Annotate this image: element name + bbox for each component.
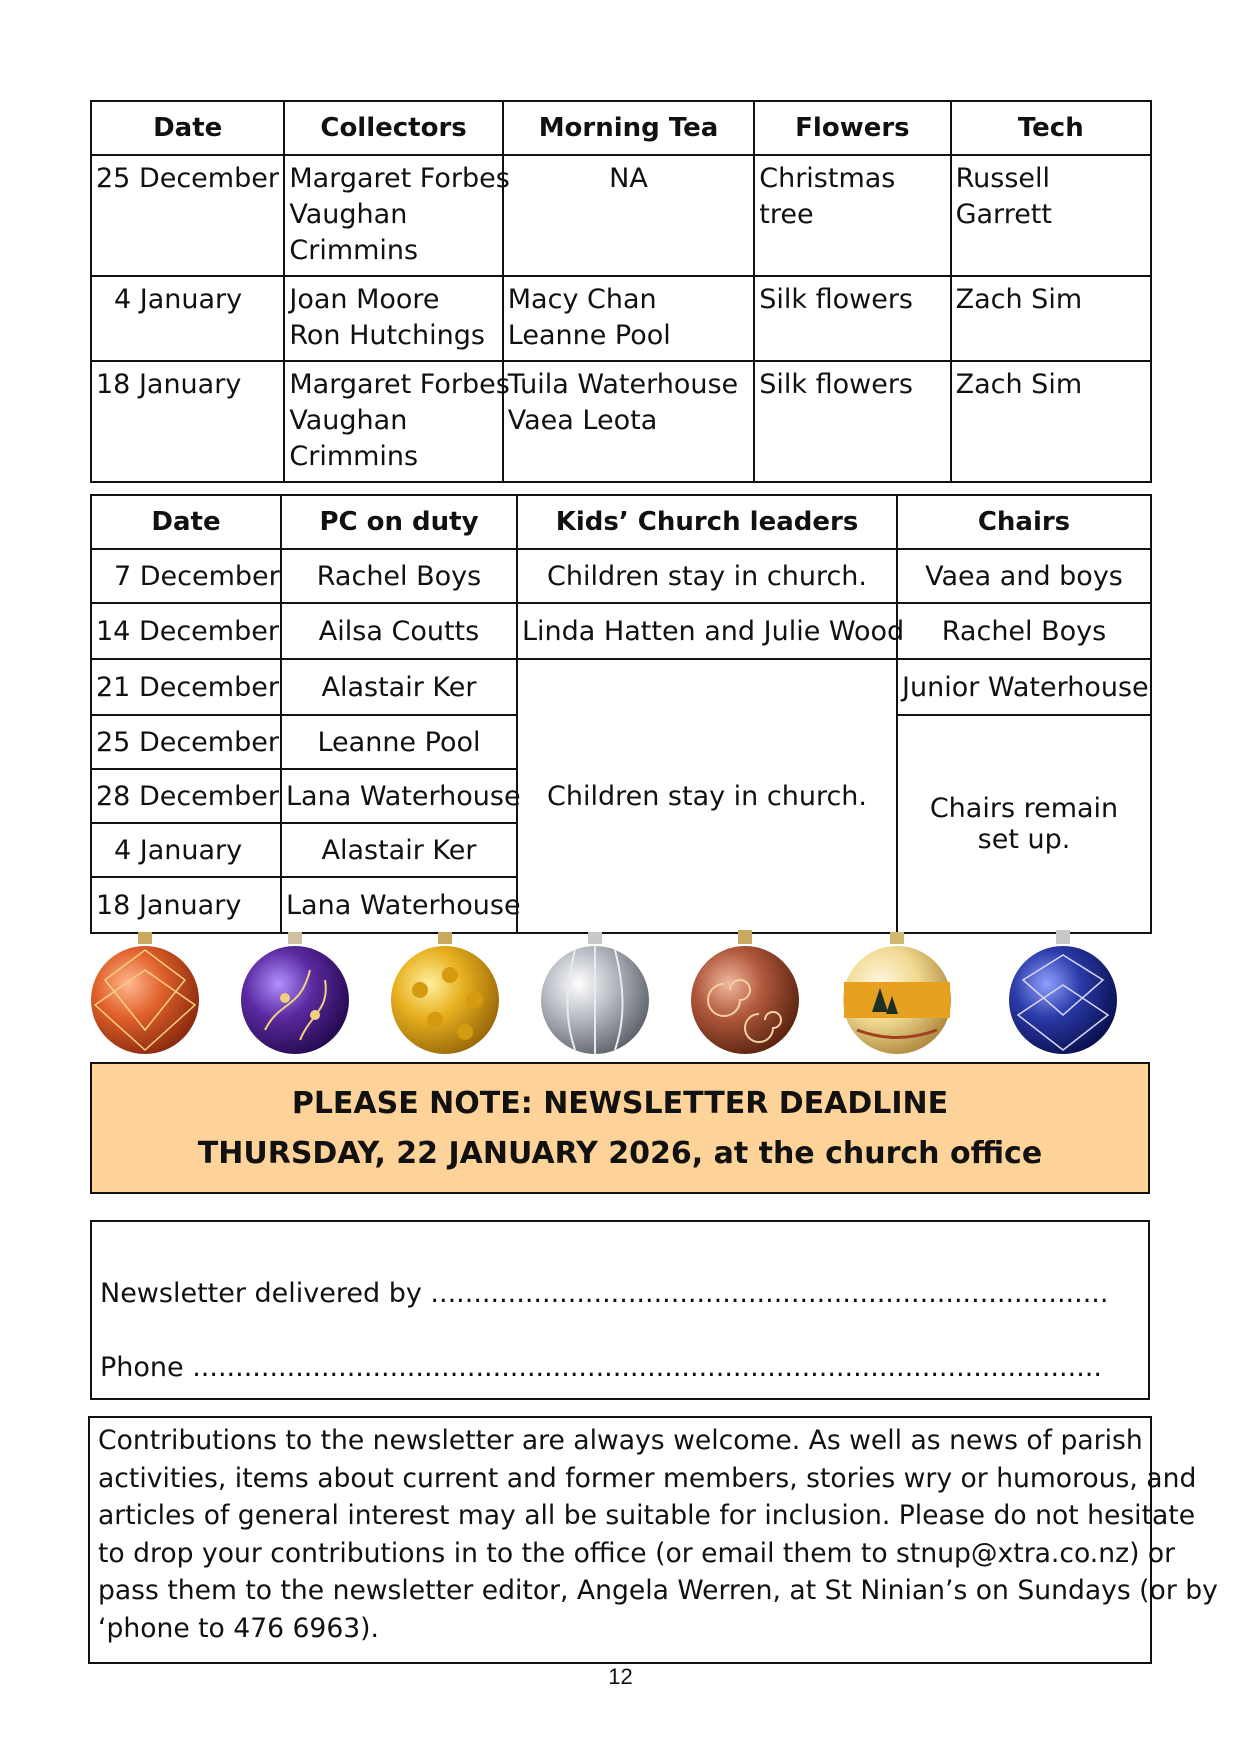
duty-pc: Rachel Boys xyxy=(281,549,517,603)
duty-kids-merged: Children stay in church. xyxy=(517,659,897,933)
table-row xyxy=(91,155,1151,276)
roster-header-row xyxy=(91,101,1151,155)
contributions-line: to drop your contributions in to the office (or email them to stnup@xtra.co.nz) or xyxy=(98,1537,1176,1569)
roster-header-collectors: Collectors xyxy=(284,101,502,155)
roster-date: 18 January xyxy=(91,361,284,482)
delivered-by-line: Newsletter delivered by ............................................................................... xyxy=(100,1278,1109,1309)
cream-tree-bauble xyxy=(842,920,952,1060)
contributions-notice xyxy=(88,1416,1218,1664)
roster-header-morning-tea: Morning Tea xyxy=(503,101,754,155)
bauble-strip xyxy=(90,920,1150,1060)
deadline-title: PLEASE NOTE: NEWSLETTER DEADLINE xyxy=(291,1086,949,1121)
duty-date: 4 January xyxy=(91,823,281,877)
duty-pc: Lana Waterhouse xyxy=(281,877,517,933)
duty-kids: Linda Hatten and Julie Wood xyxy=(517,603,897,659)
duty-date: 18 January xyxy=(91,877,281,933)
roster-flowers: Silk flowers xyxy=(754,361,950,482)
duty-chairs: Rachel Boys xyxy=(897,603,1151,659)
morning-tea-name: NA xyxy=(609,163,648,194)
delivery-box xyxy=(90,1220,1150,1400)
duty-pc: Alastair Ker xyxy=(281,823,517,877)
duty-pc: Alastair Ker xyxy=(281,659,517,715)
roster-tech: Russell Garrett xyxy=(951,155,1151,276)
duty-header-row xyxy=(91,495,1151,549)
duty-chairs-merged xyxy=(897,715,1151,933)
contributions-line: pass them to the newsletter editor, Angela Werren, at St Ninian’s on Sundays (or by xyxy=(98,1575,1218,1607)
collector-name: Crimmins xyxy=(289,235,419,266)
roster-header-tech: Tech xyxy=(951,101,1151,155)
blue-lattice-bauble xyxy=(1008,920,1118,1060)
page-number: 12 xyxy=(608,1664,633,1689)
gold-dotted-bauble xyxy=(390,920,500,1060)
table-row xyxy=(91,603,1151,659)
duty-chairs: Junior Waterhouse xyxy=(897,659,1151,715)
deadline-banner xyxy=(90,1062,1150,1194)
duty-date: 25 December xyxy=(91,715,281,769)
collector-name: Joan Moore xyxy=(289,284,440,315)
roster-flowers: Christmas tree xyxy=(754,155,950,276)
collector-name: Vaughan xyxy=(289,199,408,230)
purple-floral-bauble xyxy=(240,920,350,1060)
roster-header-date: Date xyxy=(91,101,284,155)
duty-chairs: Vaea and boys xyxy=(897,549,1151,603)
roster-date: 25 December xyxy=(91,155,284,276)
roster-tech: Zach Sim xyxy=(951,276,1151,361)
duty-date: 21 December xyxy=(91,659,281,715)
duty-date: 7 December xyxy=(91,549,281,603)
morning-tea-name: Vaea Leota xyxy=(507,405,658,436)
collector-name: Ron Hutchings xyxy=(289,320,485,351)
duty-header-chairs: Chairs xyxy=(897,495,1151,549)
deadline-date: THURSDAY, 22 JANUARY 2026, at the church office xyxy=(197,1136,1043,1171)
morning-tea-name: Macy Chan xyxy=(507,284,657,315)
collector-name: Margaret Forbes xyxy=(289,369,510,400)
table-row xyxy=(91,361,1151,482)
duty-kids: Children stay in church. xyxy=(517,549,897,603)
duty-header-kids: Kids’ Church leaders xyxy=(517,495,897,549)
roster-morning-tea xyxy=(503,155,754,276)
service-roster-table xyxy=(90,100,1152,483)
table-row xyxy=(91,276,1151,361)
collector-name: Margaret Forbes xyxy=(289,163,510,194)
contributions-line: Contributions to the newsletter are always welcome. As well as news of parish xyxy=(98,1425,1143,1456)
morning-tea-name: Leanne Pool xyxy=(507,320,671,351)
duty-header-pc: PC on duty xyxy=(281,495,517,549)
roster-morning-tea xyxy=(503,276,754,361)
roster-header-flowers: Flowers xyxy=(754,101,950,155)
contributions-line: articles of general interest may all be suitable for inclusion. Please do not hesitate xyxy=(98,1500,1196,1532)
chairs-merged-line: Chairs remain xyxy=(929,793,1119,824)
roster-collectors xyxy=(284,276,502,361)
collector-name: Vaughan xyxy=(289,405,408,436)
contributions-line: activities, items about current and former members, stories wry or humorous, and xyxy=(98,1462,1197,1494)
orange-lattice-bauble xyxy=(90,920,200,1060)
table-row xyxy=(91,659,1151,715)
roster-morning-tea xyxy=(503,361,754,482)
duty-pc: Ailsa Coutts xyxy=(281,603,517,659)
silver-striped-bauble xyxy=(540,920,650,1060)
table-row xyxy=(91,549,1151,603)
duty-roster-table xyxy=(90,494,1152,934)
roster-collectors xyxy=(284,361,510,482)
phone-line: Phone .......................................................................................................... xyxy=(100,1352,1102,1383)
duty-date: 14 December xyxy=(91,603,281,659)
collector-name: Crimmins xyxy=(289,441,419,472)
duty-header-date: Date xyxy=(91,495,281,549)
duty-date: 28 December xyxy=(91,769,281,823)
morning-tea-name: Tuila Waterhouse xyxy=(507,369,739,400)
duty-pc: Lana Waterhouse xyxy=(281,769,517,823)
roster-date: 4 January xyxy=(91,276,284,361)
roster-collectors xyxy=(284,155,510,276)
copper-swirl-bauble xyxy=(690,920,800,1060)
contributions-line: ‘phone to 476 6963). xyxy=(98,1612,380,1644)
roster-tech: Zach Sim xyxy=(951,361,1151,482)
chairs-merged-line: set up. xyxy=(977,824,1071,855)
roster-flowers: Silk flowers xyxy=(754,276,950,361)
duty-pc: Leanne Pool xyxy=(281,715,517,769)
